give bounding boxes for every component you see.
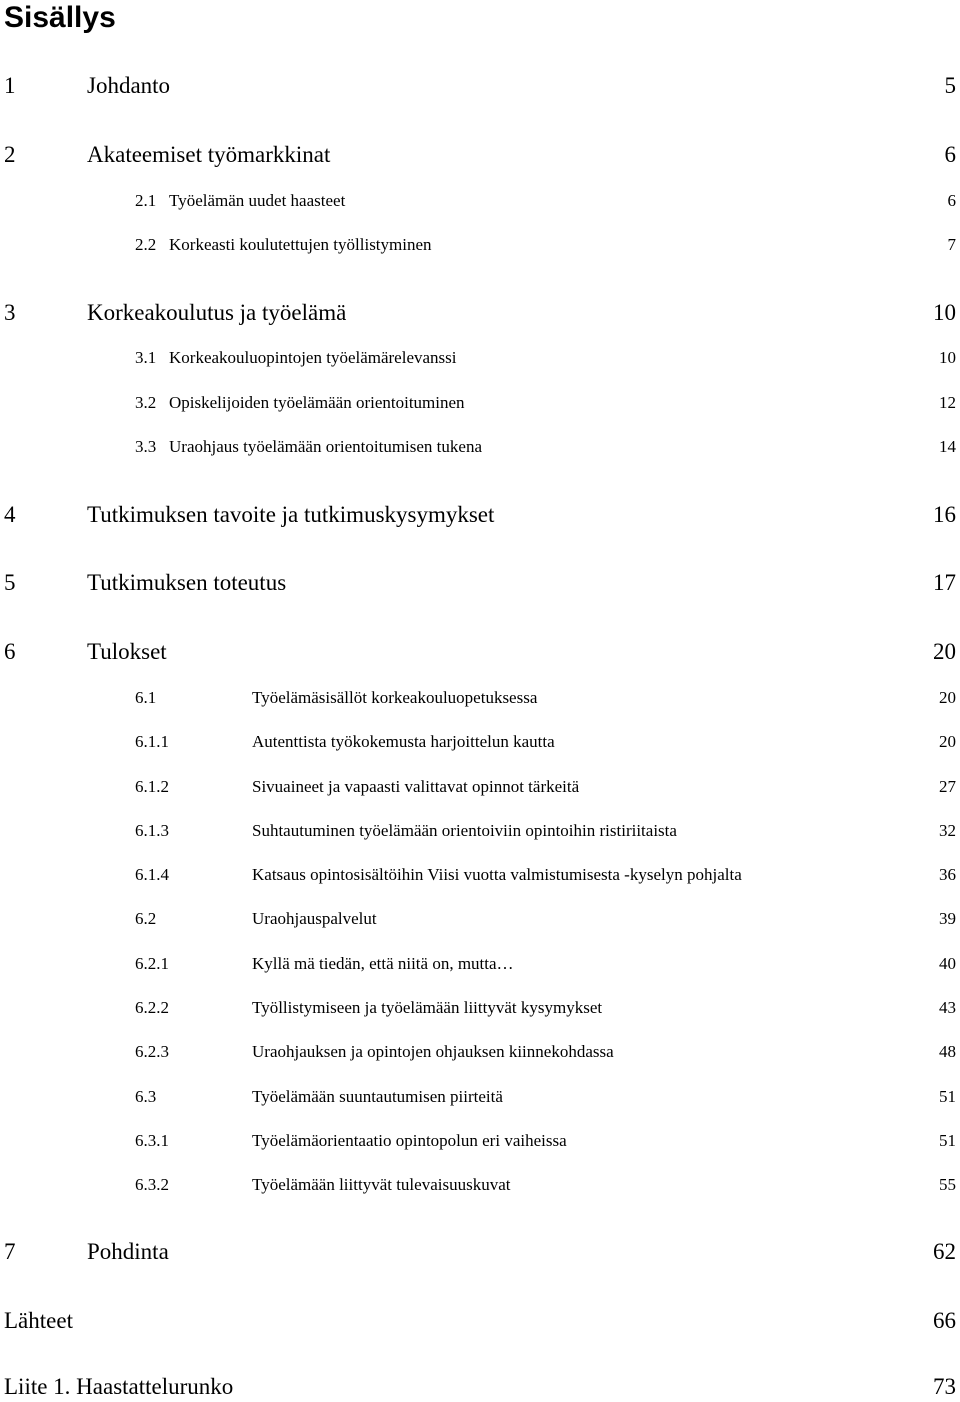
toc-entry-6[interactable] [0,637,960,667]
toc-entry-number: 2.2 [135,235,157,254]
toc-entry-title: Uraohjaus työelämään orientoitumisen tukena [169,437,482,456]
toc-entry-page: 66 [933,1308,956,1333]
toc-entry-number: 6.1.3 [135,821,169,840]
toc-entry-6-3-1[interactable] [0,1129,960,1153]
toc-entry-page: 12 [939,393,956,412]
toc-entry-title: Työelämäsisällöt korkeakouluopetuksessa [252,688,538,707]
toc-entry-number: 6.1.1 [135,732,169,751]
toc-entry-number: 7 [4,1239,16,1264]
toc-entry-page: 10 [939,348,956,367]
toc-entry-page: 20 [933,639,956,664]
toc-entry-6-2-1[interactable] [0,952,960,976]
toc-entry-title: Katsaus opintosisältöihin Viisi vuotta valmistumisesta -kyselyn pohjalta [252,865,742,884]
toc-entry-title: Liite 1. Haastattelurunko [4,1374,234,1399]
toc-entry-page: 51 [939,1131,956,1150]
toc-entry-5[interactable] [0,568,960,598]
toc-entry-page: 27 [939,777,956,796]
toc-entry-title: Työelämän uudet haasteet [169,191,346,210]
toc-entry-page: 16 [933,502,956,527]
toc-entry-number: 6.2.1 [135,954,169,973]
toc-entry-title: Akateemiset työmarkkinat [87,142,331,167]
toc-entry-title: Tutkimuksen tavoite ja tutkimuskysymykset [87,502,495,527]
toc-entry-number: 1 [4,73,16,98]
toc-entry-page: 40 [939,954,956,973]
toc-entry-6-1-3[interactable] [0,819,960,843]
toc-entry-title: Sivuaineet ja vapaasti valittavat opinnot tärkeitä [252,777,580,796]
toc-entry-6-2-2[interactable] [0,996,960,1020]
toc-entry-title: Kyllä mä tiedän, että niitä on, mutta… [252,954,514,973]
toc-entry-page: 20 [939,688,956,707]
toc-entry-number: 2.1 [135,191,157,210]
toc-entry-title: Pohdinta [87,1239,169,1264]
toc-entry-title: Suhtautuminen työelämään orientoiviin opintoihin ristiriitaista [252,821,677,840]
toc-entry-6-1-1[interactable] [0,730,960,754]
toc-entry-3-1[interactable] [0,346,960,370]
toc-entry-number: 3.1 [135,348,157,367]
toc-title: Sisällys [4,1,116,34]
toc-entry-6-1[interactable] [0,686,960,710]
toc-entry-page: 14 [939,437,956,456]
toc-entry-title: Autenttista työkokemusta harjoittelun kautta [252,732,555,751]
toc-entry-title: Korkeasti koulutettujen työllistyminen [169,235,432,254]
toc-entry-6-3[interactable] [0,1085,960,1109]
toc-entry-references[interactable] [0,1306,960,1336]
toc-entry-page: 5 [944,73,956,98]
toc-entry-page: 39 [939,909,956,928]
toc-entry-3-2[interactable] [0,391,960,415]
toc-entry-number: 6.1.4 [135,865,169,884]
toc-entry-page: 73 [933,1374,956,1399]
toc-entry-title: Työllistymiseen ja työelämään liittyvät kysymykset [252,998,603,1017]
toc-entry-4[interactable] [0,500,960,530]
toc-entry-6-2[interactable] [0,907,960,931]
toc-entry-1[interactable] [0,71,960,101]
toc-entry-title: Opiskelijoiden työelämään orientoituminen [169,393,465,412]
toc-entry-page: 6 [944,142,956,167]
toc-entry-number: 6.3.1 [135,1131,169,1150]
toc-entry-7[interactable] [0,1237,960,1267]
toc-entry-number: 3 [4,300,16,325]
toc-entry-title: Työelämäorientaatio opintopolun eri vaiheissa [252,1131,567,1150]
toc-entry-page: 36 [939,865,956,884]
toc-entry-number: 6.2 [135,909,157,928]
toc-entry-page: 7 [947,235,956,254]
toc-entry-6-3-2[interactable] [0,1173,960,1197]
toc-entry-6-1-2[interactable] [0,775,960,799]
toc-entry-number: 6 [4,639,16,664]
toc-entry-page: 62 [933,1239,956,1264]
toc-entry-number: 6.1.2 [135,777,169,796]
toc-entry-title: Työelämään liittyvät tulevaisuuskuvat [252,1175,511,1194]
toc-entry-number: 6.3 [135,1087,157,1106]
toc-entry-appendix-1[interactable] [0,1372,960,1402]
toc-entry-6-2-3[interactable] [0,1040,960,1064]
toc-entry-title: Tulokset [87,639,167,664]
toc-entry-2[interactable] [0,140,960,170]
toc-entry-number: 4 [4,502,16,527]
toc-entry-number: 6.3.2 [135,1175,169,1194]
toc-entry-number: 3.2 [135,393,157,412]
toc-entry-number: 6.2.3 [135,1042,169,1061]
toc-entry-3[interactable] [0,298,960,328]
toc-entry-number: 6.1 [135,688,157,707]
toc-entry-number: 6.2.2 [135,998,169,1017]
toc-entry-number: 5 [4,570,16,595]
toc-entry-title: Työelämään suuntautumisen piirteitä [252,1087,503,1106]
toc-entry-page: 6 [947,191,956,210]
toc-entry-page: 48 [939,1042,956,1061]
toc-entry-page: 51 [939,1087,956,1106]
toc-entry-title: Lähteet [4,1308,73,1333]
toc-entry-page: 17 [933,570,956,595]
toc-entry-title: Tutkimuksen toteutus [87,570,287,595]
toc-entry-page: 43 [939,998,956,1017]
toc-entry-page: 10 [933,300,956,325]
toc-entry-page: 32 [939,821,956,840]
toc-entry-3-3[interactable] [0,435,960,459]
toc-entry-title: Johdanto [87,73,171,98]
toc-entry-title: Uraohjauksen ja opintojen ohjauksen kiinnekohdassa [252,1042,614,1061]
toc-entry-2-1[interactable] [0,189,960,213]
toc-entry-6-1-4[interactable] [0,863,960,887]
toc-entry-title: Korkeakoulutus ja työelämä [87,300,347,325]
toc-entry-number: 2 [4,142,16,167]
toc-entry-page: 20 [939,732,956,751]
toc-entry-2-2[interactable] [0,233,960,257]
toc-entry-title: Uraohjauspalvelut [252,909,377,928]
toc-entry-page: 55 [939,1175,956,1194]
toc-entry-number: 3.3 [135,437,157,456]
toc-entry-title: Korkeakouluopintojen työelämärelevanssi [169,348,457,367]
